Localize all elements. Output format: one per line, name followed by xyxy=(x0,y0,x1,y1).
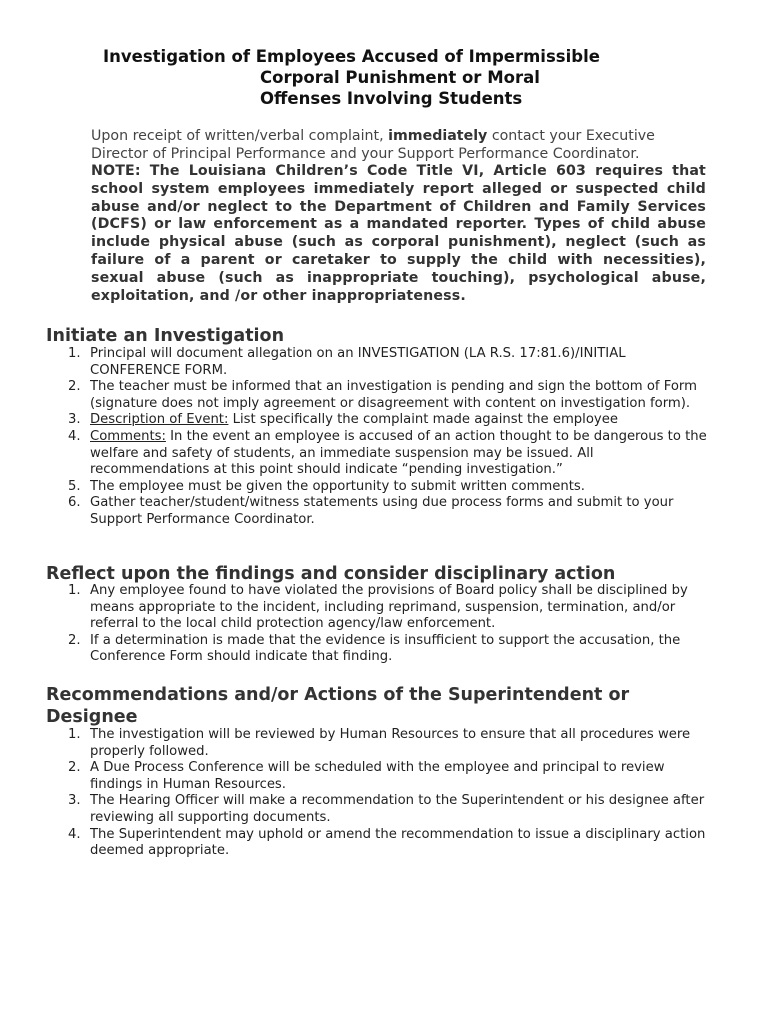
item-text: Gather teacher/student/witness statements using due process forms and submit to your Support Performance Coordinator. xyxy=(90,495,674,527)
item-text: The employee must be given the opportunity to submit written comments. xyxy=(90,478,585,494)
item-text: In the event an employee is accused of an action thought to be dangerous to the welfare and safety of students, an immediate suspension may be issued. All recommendations at this point should indicate “pending investigation.” xyxy=(90,428,707,478)
list-item xyxy=(46,583,716,633)
item-number: 1. xyxy=(68,583,81,598)
item-number: 6. xyxy=(68,495,81,511)
mandated-reporter-note: NOTE: The Louisiana Children’s Code Title VI, Article 603 requires that school system employees immediately report alleged or suspected child abuse and/or neglect to the Department of Children and Family Services (DCFS) or law enforcement as a mandated reporter. Types of child abuse include physical abuse (such as corporal punishment), neglect (such as failure of a parent or caretaker to supply the child with necessities), sexual abuse (such as inappropriate touching), psychological abuse, exploitation, and /or other inappropriateness. xyxy=(91,163,706,304)
item-text: Principal will document allegation on an INVESTIGATION (LA R.S. 17:81.6)/INITIAL CONFERENCE FORM. xyxy=(90,346,626,378)
list-item xyxy=(46,633,716,666)
list-item xyxy=(46,412,716,429)
reflect-steps-list xyxy=(46,583,716,666)
item-number: 4. xyxy=(68,826,81,842)
list-item xyxy=(46,727,716,760)
item-text: The investigation will be reviewed by Human Resources to ensure that all procedures were properly followed. xyxy=(90,727,691,759)
section-heading-initiate: Initiate an Investigation xyxy=(46,326,285,346)
item-number: 1. xyxy=(68,727,81,742)
intro-paragraph xyxy=(91,127,706,163)
list-item xyxy=(46,479,716,496)
item-number: 2. xyxy=(68,379,81,395)
intro-emphasis: immediately xyxy=(388,128,488,144)
item-number: 2. xyxy=(68,632,81,648)
item-number: 4. xyxy=(68,428,81,444)
item-number: 1. xyxy=(68,346,81,361)
document-title xyxy=(103,46,703,109)
item-number: 3. xyxy=(68,793,81,809)
list-item xyxy=(46,827,716,860)
item-lead-label: Comments: xyxy=(90,428,166,444)
item-text: The Hearing Officer will make a recommendation to the Superintendent or his designee after reviewing all supporting documents. xyxy=(90,793,705,825)
recommendations-list xyxy=(46,727,716,860)
list-item xyxy=(46,495,716,528)
item-lead-label: Description of Event: xyxy=(90,412,229,428)
item-text: A Due Process Conference will be scheduled with the employee and principal to review findings in Human Resources. xyxy=(90,760,665,792)
intro-text-after: contact your Executive Director of Principal Performance and your Support Performance Coordinator. xyxy=(91,128,655,162)
item-number: 3. xyxy=(68,412,81,428)
list-item xyxy=(46,760,716,793)
list-item xyxy=(46,429,716,479)
section-heading-reflect: Reflect upon the findings and consider disciplinary action xyxy=(46,564,616,584)
item-text: The Superintendent may uphold or amend the recommendation to issue a disciplinary action deemed appropriate. xyxy=(90,826,706,859)
item-text: Any employee found to have violated the provisions of Board policy shall be disciplined by means appropriate to the incident, including reprimand, suspension, termination, and/or referral to the local child protection agency/law enforcement. xyxy=(90,583,688,632)
list-item xyxy=(46,346,716,379)
item-number: 5. xyxy=(68,478,81,494)
item-number: 2. xyxy=(68,760,81,776)
item-text: If a determination is made that the evidence is insufficient to support the accusation, the Conference Form should indicate that finding. xyxy=(90,632,681,665)
initiate-steps-list xyxy=(46,346,716,529)
title-line-3: Offenses Involving Students xyxy=(260,89,523,108)
intro-text-before: Upon receipt of written/verbal complaint, xyxy=(91,128,389,144)
list-item xyxy=(46,379,716,412)
section-heading-recommendations: Recommendations and/or Actions of the Superintendent or Designee xyxy=(46,685,630,727)
item-text: List specifically the complaint made against the employee xyxy=(228,412,618,428)
title-line-2: Corporal Punishment or Moral xyxy=(260,68,540,87)
item-text: The teacher must be informed that an investigation is pending and sign the bottom of Form (signature does not imply agreement or disagreement with content on investigation form). xyxy=(90,379,697,411)
list-item xyxy=(46,793,716,826)
title-line-1: Investigation of Employees Accused of Impermissible xyxy=(103,47,600,66)
